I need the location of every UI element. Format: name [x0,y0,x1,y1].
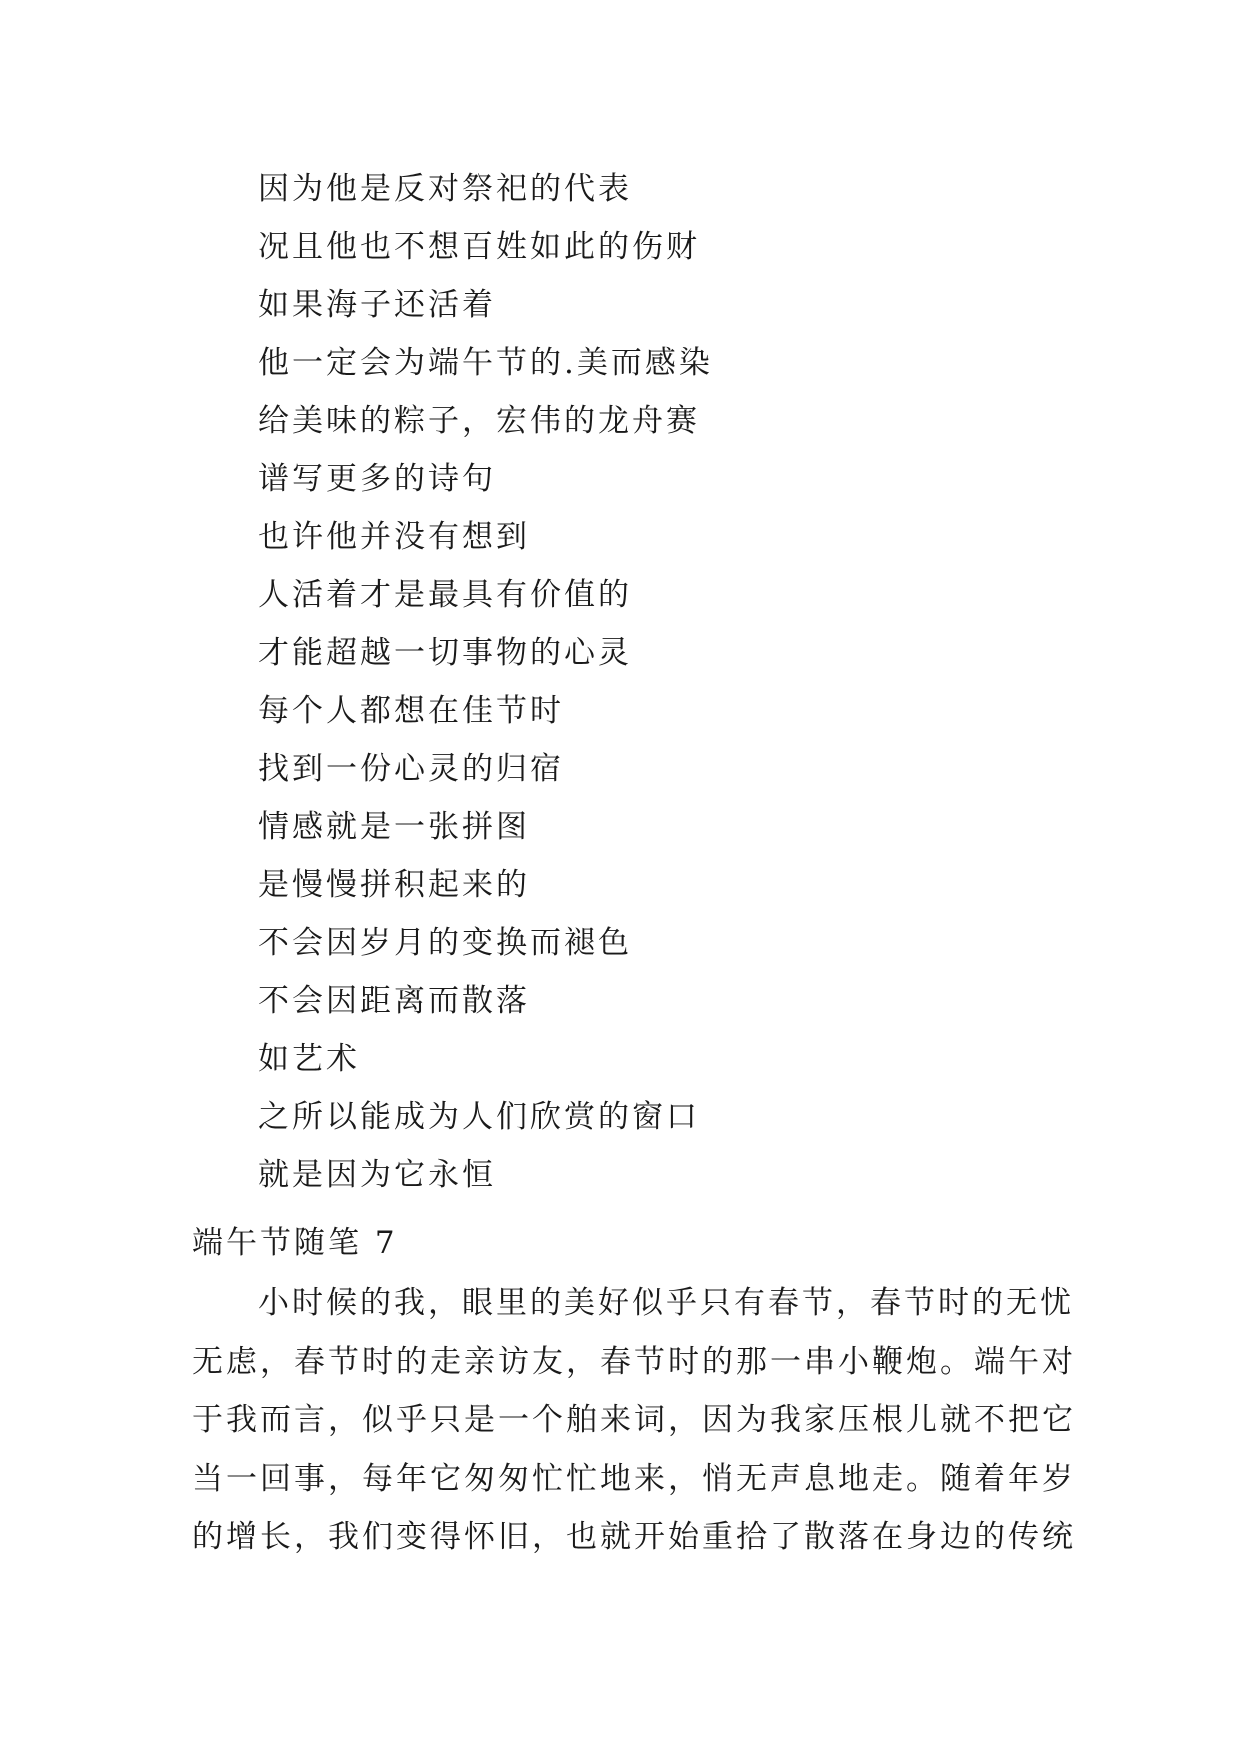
poem-line: 才能超越一切事物的心灵 [258,635,632,671]
poem-block [258,160,713,1204]
poem-line: 如艺术 [258,1041,360,1077]
poem-line: 因为他是反对祭祀的代表 [258,171,632,207]
poem-line: 就是因为它永恒 [258,1157,496,1193]
body-paragraph [192,1274,1076,1567]
poem-line: 找到一份心灵的归宿 [258,751,564,787]
poem-line: 他一定会为端午节的.美而感染 [258,345,713,381]
poem-line: 是慢慢拼积起来的 [258,867,530,903]
poem-line: 不会因距离而散落 [258,983,530,1019]
poem-line: 谱写更多的诗句 [258,461,496,497]
paragraph-line: 的增长，我们变得怀旧，也就开始重拾了散落在身边的传统 [192,1519,1076,1555]
poem-line: 情感就是一张拼图 [258,809,530,845]
poem-line: 之所以能成为人们欣赏的窗口 [258,1099,700,1135]
poem-line: 如果海子还活着 [258,287,496,323]
poem-line: 也许他并没有想到 [258,519,530,555]
paragraph-line: 于我而言，似乎只是一个舶来词，因为我家压根儿就不把它 [192,1402,1076,1438]
paragraph-line: 无虑，春节时的走亲访友，春节时的那一串小鞭炮。端午对 [192,1343,1076,1380]
poem-line: 不会因岁月的变换而褪色 [258,925,632,961]
poem-line: 人活着才是最具有价值的 [258,577,632,613]
section-title: 端午节随笔 7 [192,1225,398,1261]
paragraph-line: 小时候的我，眼里的美好似乎只有春节，春节时的无忧 [258,1285,1074,1321]
poem-line: 况且他也不想百姓如此的伤财 [258,229,700,265]
paragraph-line: 当一回事，每年它匆匆忙忙地来，悄无声息地走。随着年岁 [192,1460,1076,1497]
poem-line: 给美味的粽子，宏伟的龙舟赛 [258,403,700,439]
poem-line: 每个人都想在佳节时 [258,693,564,729]
